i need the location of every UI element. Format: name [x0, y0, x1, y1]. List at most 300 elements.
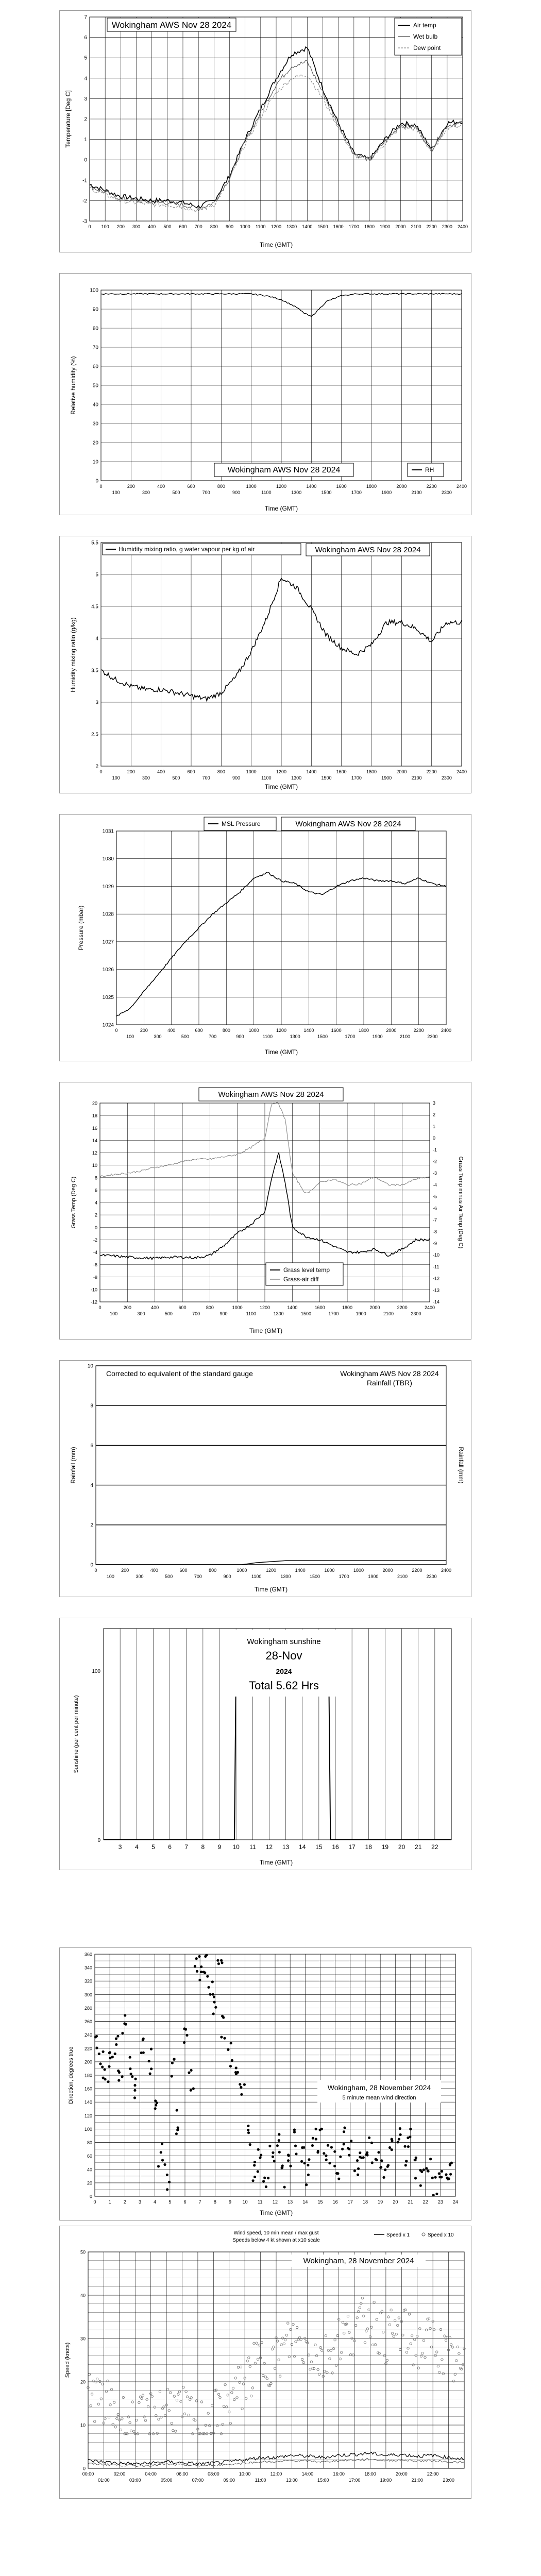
- wind-direction-chart-panel: [59, 1947, 471, 2221]
- sunshine-chart: [60, 1618, 471, 1870]
- x-tick-label: 09:00: [223, 2478, 235, 2483]
- wind-direction-point: [207, 1986, 210, 1989]
- y-tick-label: -2: [93, 1237, 97, 1243]
- legend-wet-bulb: Wet bulb: [413, 33, 438, 40]
- wind-direction-point: [235, 2073, 238, 2075]
- wind-direction-point: [380, 2166, 382, 2168]
- wind-direction-point: [259, 2156, 261, 2159]
- wind-direction-point: [155, 2104, 157, 2107]
- wind-direction-point: [166, 2188, 168, 2191]
- wind-direction-point: [320, 2128, 323, 2130]
- x-tick-label: 1500: [317, 1034, 328, 1039]
- wind-direction-point: [114, 2053, 116, 2055]
- x-tick-label: 16: [332, 2199, 338, 2205]
- wind-direction-point: [212, 1993, 214, 1995]
- y-tick-label: 10: [87, 1363, 93, 1369]
- x-tick-label: 1100: [261, 775, 272, 781]
- x-tick-label: 700: [202, 775, 210, 781]
- wind-direction-point: [99, 2062, 102, 2065]
- y-tick-label: 3: [84, 96, 87, 102]
- y-axis-label: Temperature [Deg C]: [64, 90, 72, 148]
- wind-direction-point: [108, 2052, 111, 2054]
- x-tick-label: 0: [94, 1568, 97, 1573]
- y-tick-label: 60: [87, 2154, 92, 2159]
- x-tick-label: 2400: [424, 1305, 435, 1310]
- wind-direction-point: [154, 2107, 157, 2110]
- x-tick-label: 300: [154, 1034, 162, 1039]
- x-tick-label: 200: [121, 1568, 129, 1573]
- chart-title: Wokingham AWS Nov 28 2024: [227, 466, 341, 474]
- y-tick-label: 30: [92, 421, 98, 427]
- y-tick-label: 0: [89, 2194, 92, 2199]
- wind-direction-point: [206, 1975, 209, 1978]
- x-tick-label: 9: [228, 2199, 232, 2205]
- y2-tick-label: -4: [433, 1182, 437, 1188]
- y-tick-label: 6: [94, 1188, 97, 1193]
- x-tick-label: 200: [140, 1028, 148, 1033]
- y-tick-label: 18: [92, 1113, 97, 1118]
- y-tick-label: 180: [84, 2073, 92, 2078]
- x-axis-label: Time (GMT): [259, 2209, 293, 2216]
- x-tick-label: 17:00: [348, 2478, 361, 2483]
- x-tick-label: 18: [365, 1843, 372, 1851]
- y-tick-label: 40: [80, 2293, 86, 2298]
- x-tick-label: 1400: [302, 224, 313, 229]
- legend-rh: RH: [425, 466, 434, 473]
- wind-direction-point: [371, 2161, 374, 2164]
- x-tick-label: 12: [272, 2199, 278, 2205]
- y2-tick-label: 1: [433, 1124, 436, 1129]
- x-tick-label: 7: [184, 1843, 189, 1851]
- y2-tick-label: 3: [433, 1100, 436, 1106]
- wind-direction-point: [231, 2059, 233, 2062]
- wind-direction-point: [161, 2143, 163, 2145]
- x-tick-label: 1700: [328, 1311, 339, 1316]
- wind-direction-point: [211, 1980, 214, 1983]
- x-tick-label: 0: [99, 484, 103, 489]
- x-tick-label: 2400: [441, 1568, 452, 1573]
- y-tick-label: 0: [84, 157, 87, 163]
- x-tick-label: 8: [213, 2199, 216, 2205]
- x-tick-label: 1900: [372, 1034, 383, 1039]
- chart-title: Wokingham AWS Nov 28 2024: [111, 20, 232, 30]
- y-tick-label: 3: [95, 700, 98, 706]
- chart-title: Wokingham sunshine: [247, 1637, 321, 1646]
- wind-direction-point: [328, 2162, 331, 2164]
- wind-direction-point: [368, 2137, 370, 2139]
- x-tick-label: 1200: [265, 1568, 277, 1573]
- wind-direction-point: [365, 2153, 368, 2156]
- x-tick-label: 6: [183, 2199, 187, 2205]
- x-tick-label: 2300: [442, 224, 452, 229]
- wind-direction-point: [230, 2042, 232, 2044]
- y-tick-label: 2.5: [91, 732, 98, 738]
- x-tick-label: 13: [288, 2199, 293, 2205]
- y-tick-label: 340: [84, 1965, 92, 1971]
- x-tick-label: 07:00: [192, 2478, 204, 2483]
- x-axis-label: Time (GMT): [254, 1586, 288, 1593]
- wind-direction-point: [185, 2034, 188, 2037]
- wind-direction-point: [307, 2174, 310, 2176]
- y-tick-label: 80: [87, 2140, 92, 2146]
- wind-direction-point: [337, 2178, 340, 2180]
- y-tick-label: 100: [92, 1669, 100, 1674]
- y-tick-label: -3: [82, 218, 87, 225]
- x-tick-label: 2000: [369, 1305, 380, 1310]
- y-tick-label: 1028: [102, 911, 114, 918]
- x-tick-label: 600: [178, 1305, 187, 1310]
- y-tick-label: 260: [84, 2019, 92, 2025]
- x-tick-label: 15: [315, 1843, 323, 1851]
- wind-direction-point: [192, 2087, 195, 2090]
- x-tick-label: 1700: [351, 775, 362, 781]
- x-tick-label: 1300: [286, 224, 297, 229]
- y-tick-label: 1030: [102, 856, 114, 862]
- x-tick-label: 0: [99, 769, 103, 774]
- x-tick-label: 600: [187, 484, 195, 489]
- x-tick-label: 900: [236, 1034, 244, 1039]
- x-tick-label: 2300: [441, 775, 452, 781]
- wind-direction-point: [399, 2133, 402, 2136]
- wind-direction-point: [212, 2012, 215, 2015]
- x-tick-label: 2200: [426, 224, 437, 229]
- x-tick-label: 10:00: [239, 2471, 251, 2477]
- legend-speed1: Speed x 1: [386, 2232, 410, 2238]
- wind-direction-point: [168, 2181, 171, 2183]
- wind-direction-point: [247, 2129, 249, 2131]
- x-tick-label: 300: [142, 490, 150, 495]
- wind-direction-point: [350, 2140, 352, 2142]
- y-axis-label: Direction, degrees true: [68, 2046, 74, 2104]
- y-tick-label: 240: [84, 2032, 92, 2038]
- y-axis-label: Humidity mixing ratio (g/kg): [70, 617, 77, 692]
- wind-direction-point: [325, 2159, 328, 2161]
- x-tick-label: 1300: [273, 1311, 284, 1316]
- x-tick-label: 01:00: [98, 2478, 110, 2483]
- y-tick-label: -8: [93, 1275, 97, 1280]
- x-tick-label: 900: [225, 224, 234, 229]
- x-tick-label: 1700: [345, 1034, 356, 1039]
- x-tick-label: 19: [378, 2199, 383, 2205]
- x-tick-label: 900: [223, 1574, 231, 1579]
- wind-direction-point: [356, 2159, 359, 2162]
- wind-direction-point: [305, 2183, 308, 2186]
- x-axis-label: Time (GMT): [249, 1327, 283, 1334]
- wind-direction-point: [216, 1959, 219, 1962]
- y-tick-label: 300: [84, 1992, 92, 1997]
- wind-direction-point: [399, 2127, 401, 2130]
- legend-speed10: Speed x 10: [428, 2232, 454, 2238]
- wind-direction-point: [312, 2137, 314, 2140]
- y-tick-label: 0: [90, 1562, 93, 1568]
- x-tick-label: 1000: [246, 769, 257, 774]
- wind-direction-point: [195, 1957, 198, 1960]
- wind-direction-point: [388, 2146, 391, 2149]
- wind-direction-point: [257, 2170, 259, 2173]
- chart-title: Wokingham AWS Nov 28 2024: [295, 820, 401, 828]
- grass-temp-chart-panel: [59, 1082, 471, 1340]
- y-tick-label: 50: [80, 2249, 86, 2255]
- x-tick-label: 1300: [291, 775, 302, 781]
- y-tick-label: 120: [84, 2113, 92, 2119]
- wind-direction-point: [227, 2048, 229, 2051]
- wind-direction-point: [104, 2068, 106, 2071]
- y2-tick-label: -1: [433, 1147, 437, 1153]
- x-tick-label: 6: [168, 1843, 172, 1851]
- x-tick-label: 2200: [412, 1568, 422, 1573]
- y-tick-label: 320: [84, 1978, 92, 1984]
- wind-direction-point: [221, 2015, 224, 2018]
- wind-direction-point: [330, 2146, 333, 2148]
- wind-direction-point: [427, 2170, 430, 2173]
- x-tick-label: 1800: [358, 1028, 369, 1033]
- wind-direction-point: [190, 2089, 192, 2092]
- wind-direction-point: [260, 2154, 262, 2156]
- wind-direction-point: [375, 2159, 378, 2161]
- y-tick-label: 280: [84, 2005, 92, 2011]
- x-tick-label: 100: [110, 1311, 118, 1316]
- x-tick-label: 4: [154, 2199, 157, 2205]
- wind-direction-point: [115, 2043, 117, 2046]
- x-tick-label: 00:00: [82, 2471, 94, 2477]
- x-tick-label: 2: [123, 2199, 126, 2205]
- y-tick-label: 60: [92, 364, 98, 370]
- x-tick-label: 1800: [364, 224, 375, 229]
- x-tick-label: 11: [258, 2199, 263, 2205]
- y-tick-label: 6: [84, 35, 87, 41]
- x-tick-label: 1100: [251, 1574, 262, 1579]
- temperature-chart: [60, 11, 471, 252]
- x-tick-label: 100: [112, 775, 120, 781]
- wind-direction-point: [449, 2173, 452, 2176]
- wind-direction-point: [435, 2193, 438, 2195]
- wind-direction-point: [450, 2162, 453, 2164]
- wind-direction-point: [380, 2159, 383, 2162]
- x-tick-label: 2200: [397, 1305, 408, 1310]
- y-tick-label: 2: [94, 1212, 97, 1218]
- y-tick-label: 220: [84, 2046, 92, 2052]
- wind-direction-point: [339, 2156, 342, 2158]
- x-tick-label: 1700: [351, 490, 362, 495]
- x-tick-label: 1400: [306, 484, 317, 489]
- y-tick-label: 20: [92, 440, 98, 446]
- y-tick-label: 5: [95, 572, 98, 578]
- wind-direction-point: [123, 2022, 126, 2025]
- y-tick-label: 4: [95, 636, 98, 642]
- x-tick-label: 1300: [290, 1034, 300, 1039]
- y-tick-label: 1: [84, 137, 87, 143]
- y-tick-label: 140: [84, 2099, 92, 2105]
- x-tick-label: 1200: [276, 769, 287, 774]
- x-tick-label: 200: [127, 484, 135, 489]
- wind-direction-point: [333, 2150, 336, 2153]
- y-tick-label: 5.5: [91, 540, 98, 546]
- y-tick-label: 12: [92, 1150, 97, 1156]
- wind-direction-point: [425, 2167, 428, 2170]
- x-tick-label: 2200: [426, 484, 437, 489]
- x-tick-label: 1200: [276, 1028, 287, 1033]
- wind-direction-point: [150, 2048, 153, 2050]
- x-tick-label: 500: [172, 775, 180, 781]
- wind-direction-point: [198, 1955, 200, 1958]
- wind-direction-point: [434, 2176, 437, 2179]
- wind-direction-point: [252, 2179, 255, 2182]
- x-tick-label: 16:00: [333, 2471, 345, 2477]
- x-tick-label: 300: [142, 775, 150, 781]
- x-tick-label: 400: [167, 1028, 176, 1033]
- wind-direction-point: [109, 2057, 111, 2059]
- wind-direction-point: [118, 2071, 121, 2074]
- wind-direction-point: [223, 2037, 226, 2040]
- wind-direction-point: [134, 2078, 137, 2080]
- x-tick-label: 2100: [411, 490, 422, 495]
- humidity-chart: [60, 274, 471, 515]
- wind-direction-point: [257, 2148, 260, 2151]
- y-tick-label: 8: [90, 1403, 93, 1409]
- wind-direction-point: [175, 2132, 178, 2135]
- wind-direction-point: [429, 2158, 432, 2160]
- x-tick-label: 12: [265, 1843, 273, 1851]
- wind-direction-point: [357, 2174, 359, 2176]
- wind-direction-point: [404, 2164, 407, 2166]
- wind-speed-chart: [60, 2226, 471, 2498]
- wind-direction-point: [391, 2138, 393, 2141]
- wind-direction-point: [289, 2165, 292, 2167]
- y-axis-label: Relative humidity (%): [70, 356, 77, 415]
- y-tick-label: 1025: [102, 994, 114, 1001]
- x-tick-label: 2400: [441, 1028, 452, 1033]
- wind-direction-point: [323, 2152, 325, 2155]
- legend-dew-point: Dew point: [413, 44, 441, 52]
- y-tick-label: -10: [90, 1287, 97, 1293]
- y-tick-label: 50: [92, 383, 98, 389]
- y2-tick-label: -12: [433, 1276, 440, 1281]
- x-tick-label: 20:00: [396, 2471, 408, 2477]
- chart-title: Wokingham AWS Nov 28 2024: [340, 1369, 439, 1378]
- x-tick-label: 14:00: [301, 2471, 314, 2477]
- y-tick-label: 20: [87, 2180, 92, 2186]
- wind-direction-point: [359, 2151, 361, 2154]
- x-tick-label: 10: [232, 1843, 240, 1851]
- wind-direction-point: [249, 2143, 251, 2146]
- wind-direction-point: [278, 2139, 280, 2142]
- wind-direction-point: [294, 2145, 297, 2147]
- y-tick-label: 1026: [102, 967, 114, 973]
- y2-tick-label: 0: [433, 1136, 436, 1141]
- x-tick-label: 300: [132, 224, 141, 229]
- wind-direction-point: [409, 2136, 411, 2138]
- x-tick-label: 1500: [321, 775, 332, 781]
- wind-direction-point: [387, 2164, 390, 2166]
- wind-direction-point: [414, 2159, 416, 2161]
- x-tick-label: 1200: [259, 1305, 270, 1310]
- wind-direction-point: [315, 2138, 317, 2140]
- x-tick-label: 800: [222, 1028, 230, 1033]
- x-tick-label: 1800: [366, 484, 377, 489]
- wind-direction-point: [315, 2128, 317, 2130]
- x-tick-label: 1600: [336, 769, 347, 774]
- wind-direction-point: [173, 2058, 176, 2060]
- y-tick-label: 30: [80, 2336, 86, 2342]
- legend-grass: Grass level temp: [283, 1266, 330, 1274]
- wind-direction-point: [265, 2185, 267, 2188]
- y2-tick-label: -9: [433, 1241, 437, 1246]
- x-tick-label: 2100: [411, 775, 422, 781]
- wind-direction-point: [253, 2164, 256, 2166]
- wind-direction-point: [177, 2126, 179, 2129]
- wind-direction-point: [240, 2093, 243, 2096]
- x-tick-label: 400: [150, 1568, 158, 1573]
- x-tick-label: 400: [148, 224, 156, 229]
- wind-direction-point: [357, 2167, 360, 2170]
- y-tick-label: -1: [82, 178, 87, 184]
- x-tick-label: 19: [381, 1843, 389, 1851]
- wind-direction-point: [217, 1962, 220, 1965]
- wind-direction-point: [341, 2148, 344, 2150]
- wind-direction-point: [295, 2153, 297, 2155]
- x-tick-label: 2000: [396, 769, 407, 774]
- x-tick-label: 2000: [386, 1028, 397, 1033]
- wind-direction-point: [343, 2143, 345, 2145]
- wind-direction-point: [200, 1965, 202, 1968]
- x-axis-label: Time (GMT): [259, 241, 293, 248]
- x-tick-label: 2000: [395, 224, 406, 229]
- wind-direction-point: [253, 2176, 256, 2178]
- x-tick-label: 1000: [240, 224, 250, 229]
- y-tick-label: 8: [94, 1175, 97, 1181]
- x-tick-label: 400: [157, 769, 165, 774]
- y-tick-label: 0: [82, 2466, 86, 2471]
- y-axis-label: Grass Temp (Deg C): [71, 1176, 77, 1229]
- x-tick-label: 600: [179, 1568, 188, 1573]
- wind-direction-point: [419, 2184, 422, 2187]
- x-tick-label: 9: [217, 1843, 222, 1851]
- wind-direction-point: [407, 2145, 410, 2148]
- y2-tick-label: -2: [433, 1159, 437, 1164]
- wind-direction-point: [176, 2109, 178, 2111]
- y2-tick-label: 2: [433, 1112, 436, 1117]
- x-tick-label: 1000: [248, 1028, 259, 1033]
- x-tick-label: 1600: [324, 1568, 335, 1573]
- x-tick-label: 2200: [426, 769, 437, 774]
- wind-direction-point: [229, 2065, 232, 2067]
- x-tick-label: 0: [88, 224, 91, 229]
- y-tick-label: 1027: [102, 939, 114, 945]
- wind-direction-point: [142, 2038, 145, 2040]
- wind-direction-point: [129, 2067, 131, 2070]
- x-tick-label: 1: [108, 2199, 111, 2205]
- x-tick-label: 1600: [336, 484, 347, 489]
- wind-direction-point: [157, 2165, 160, 2167]
- x-tick-label: 800: [206, 1305, 214, 1310]
- x-tick-label: 13: [282, 1843, 290, 1851]
- y-tick-label: 2: [84, 116, 87, 123]
- wind-direction-point: [348, 2148, 350, 2150]
- wind-direction-point: [204, 1955, 207, 1958]
- chart-title: Wokingham, 28 November 2024: [303, 2257, 414, 2265]
- wind-direction-point: [117, 2079, 120, 2081]
- y-tick-label: 360: [84, 1952, 92, 1957]
- wind-direction-point: [131, 2075, 133, 2078]
- y2-tick-label: -13: [433, 1287, 440, 1293]
- x-tick-label: 2200: [413, 1028, 424, 1033]
- y-tick-label: 10: [80, 2422, 86, 2428]
- x-tick-label: 600: [187, 769, 195, 774]
- y-tick-label: -6: [93, 1262, 97, 1268]
- x-tick-label: 700: [194, 224, 202, 229]
- y2-tick-label: -7: [433, 1217, 437, 1223]
- wind-direction-point: [272, 2151, 274, 2154]
